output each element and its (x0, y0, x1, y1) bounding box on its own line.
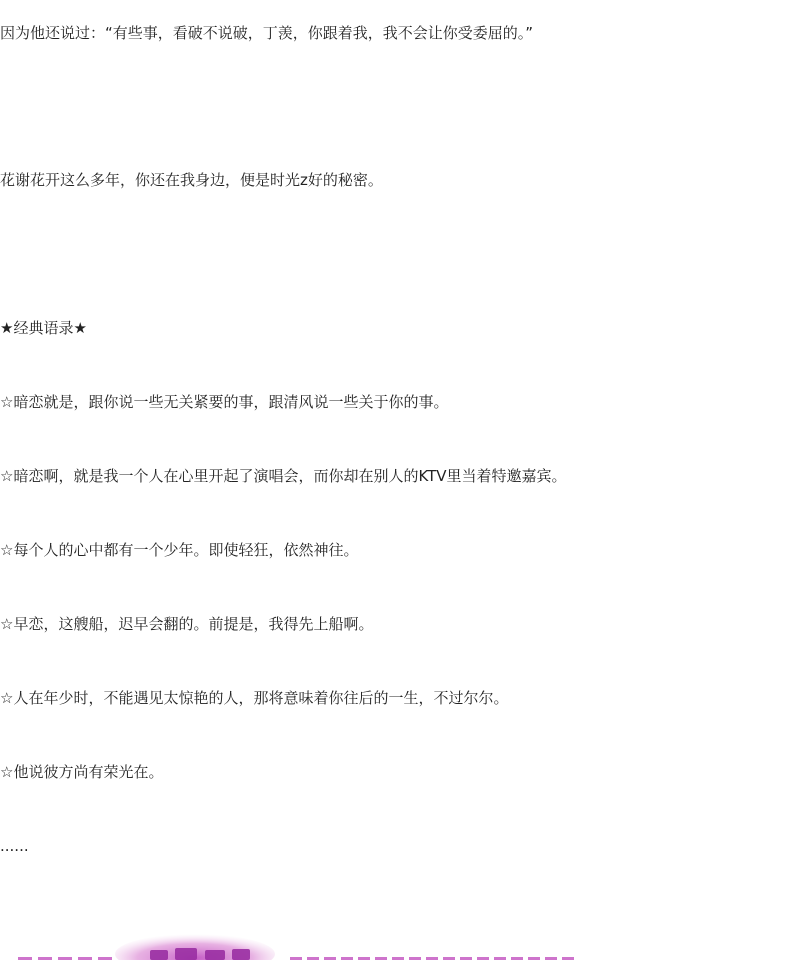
section-heading: ★经典语录★ (0, 319, 87, 337)
quote-item: ☆暗恋啊，就是我一个人在心里开起了演唱会，而你却在别人的KTV里当着特邀嘉宾。 (0, 467, 567, 485)
paragraph: 花谢花开这么多年，你还在我身边，便是时光z好的秘密。 (0, 171, 383, 189)
quote-item: ☆早恋，这艘船，迟早会翻的。前提是，我得先上船啊。 (0, 615, 374, 633)
quote-item: ☆他说彼方尚有荣光在。 (0, 763, 164, 781)
paragraph: 因为他还说过：“有些事，看破不说破，丁羡，你跟着我，我不会让你受委屈的。” (0, 24, 534, 42)
decorative-banner-image (0, 930, 600, 960)
quote-item: ☆暗恋就是，跟你说一些无关紧要的事，跟清风说一些关于你的事。 (0, 393, 449, 411)
banner-graphic (0, 930, 600, 960)
ellipsis: ...... (0, 837, 29, 855)
quote-item: ☆每个人的心中都有一个少年。即使轻狂，依然神往。 (0, 541, 359, 559)
quote-item: ☆人在年少时，不能遇见太惊艳的人，那将意味着你往后的一生，不过尔尔。 (0, 689, 509, 707)
